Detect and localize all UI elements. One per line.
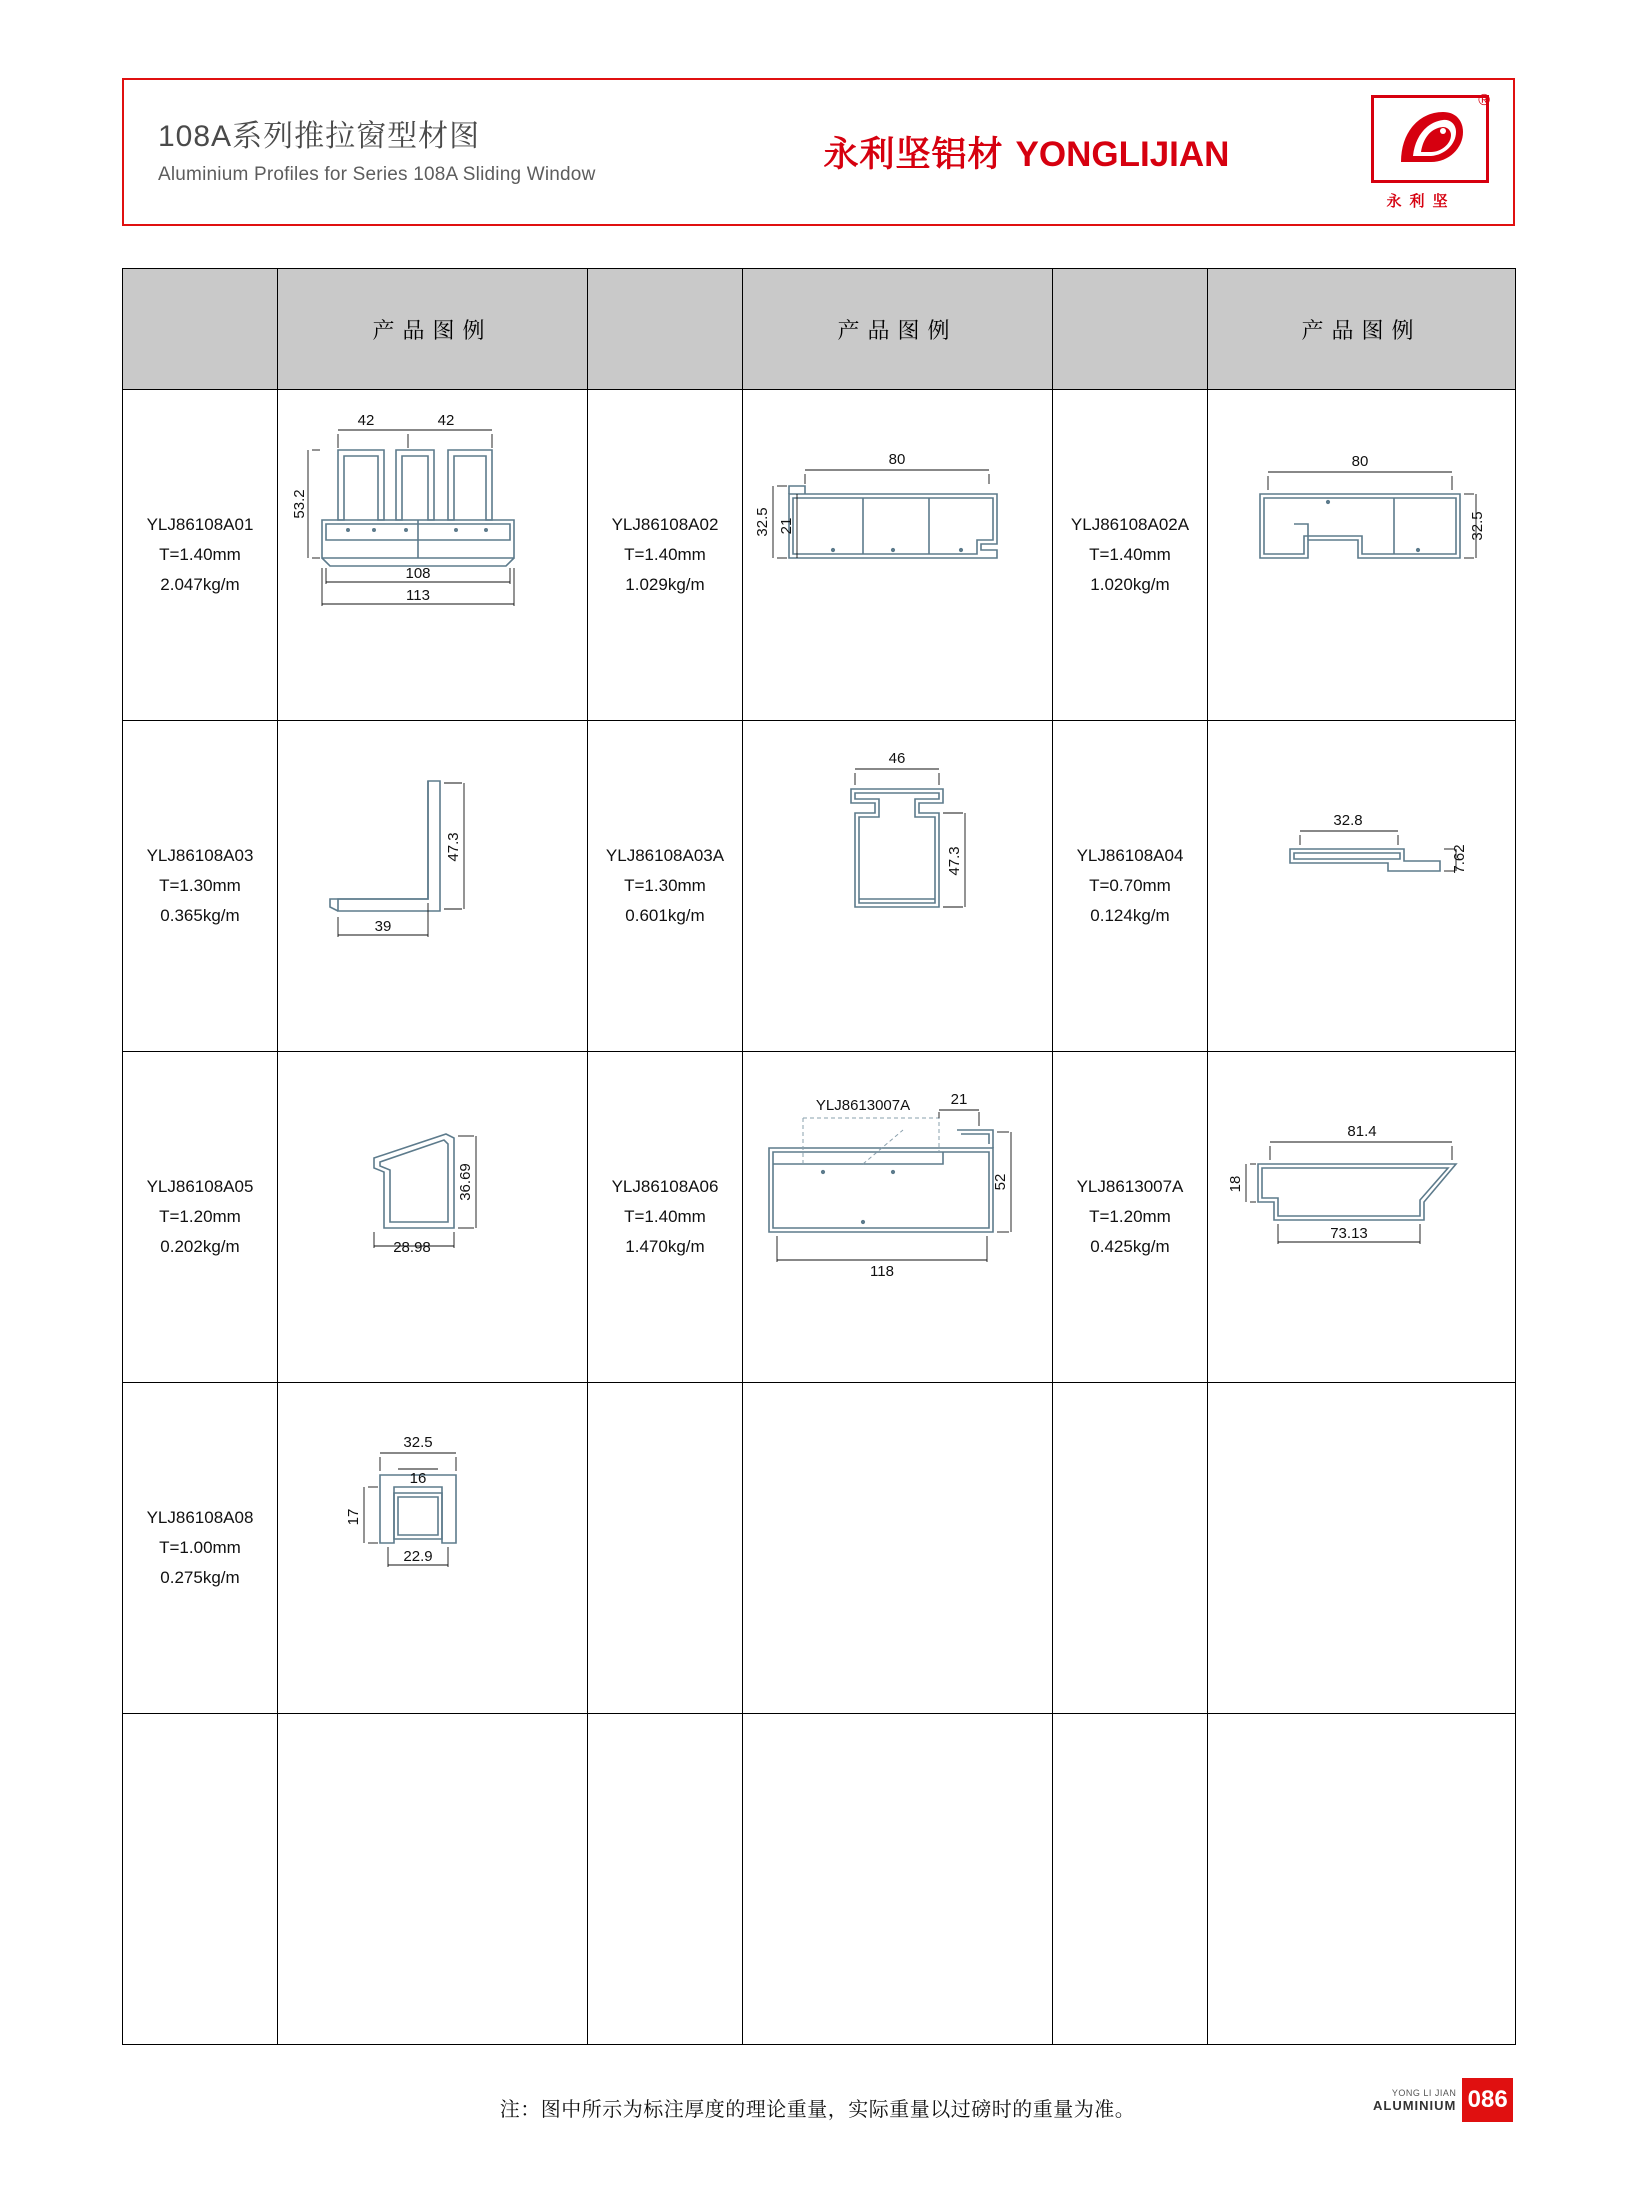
profile-figure-a01: [278, 390, 588, 721]
dim-16: 16: [409, 1470, 427, 1487]
profile-figure-empty: [743, 1714, 1053, 2045]
logo: [1335, 93, 1495, 211]
dim-52: 52: [992, 1173, 1009, 1191]
header-product-figure-3: 产品图例: [1208, 269, 1516, 390]
profile-label: [123, 1383, 278, 1714]
profile-label: [588, 1052, 743, 1383]
page-badge-text: [1373, 2078, 1462, 2122]
profile-code: YLJ86108A02A: [1070, 515, 1190, 535]
page-badge: [1373, 2078, 1513, 2122]
dim-80: 80: [1351, 453, 1369, 470]
profile-thickness: T=1.30mm: [159, 876, 241, 896]
profile-thickness: T=1.20mm: [1089, 1207, 1171, 1227]
profile-figure-empty: [1208, 1714, 1516, 2045]
footer-note: 注：图中所示为标注厚度的理论重量，实际重量以过磅时的重量为准。: [499, 2099, 1136, 2121]
profile-label: [1053, 721, 1208, 1052]
profile-thickness: T=1.20mm: [159, 1207, 241, 1227]
profile-figure-a03: [278, 721, 588, 1052]
profile-thickness: T=0.70mm: [1089, 876, 1171, 896]
dim-73-13: 73.13: [1330, 1225, 1368, 1242]
profile-label: [588, 721, 743, 1052]
profile-figure-a06: [743, 1052, 1053, 1383]
profile-figure-empty: [1208, 1383, 1516, 1714]
header-product-figure-2: 产品图例: [743, 269, 1053, 390]
profile-label-empty: [588, 1383, 743, 1714]
dim-108: 108: [405, 565, 431, 582]
dim-53-2: 53.2: [291, 489, 308, 519]
brand-name-en: YONGLIJIAN: [1015, 135, 1230, 174]
profile-label-empty: [588, 1714, 743, 2045]
header-blank-3: [1053, 269, 1208, 390]
profile-figure-a05: [278, 1052, 588, 1383]
profile-label-empty: [1053, 1714, 1208, 2045]
dim-32-5: 32.5: [1469, 511, 1486, 541]
table-header-row: [123, 269, 1516, 390]
header-titles: [124, 118, 718, 186]
dim-28-98: 28.98: [393, 1239, 431, 1256]
dim-18: 18: [1227, 1175, 1244, 1193]
header-blank-2: [588, 269, 743, 390]
brand-name: [718, 127, 1335, 177]
profile-figure-a08: [278, 1383, 588, 1714]
profile-weight: 1.029kg/m: [625, 574, 705, 594]
page-subtitle: Aluminium Profiles for Series 108A Sliding Window: [158, 163, 596, 185]
dim-32-5: 32.5: [754, 507, 771, 537]
dim-46: 46: [888, 750, 906, 767]
profile-label-empty: [1053, 1383, 1208, 1714]
profile-thickness: T=1.40mm: [624, 1207, 706, 1227]
profile-thickness: T=1.30mm: [624, 876, 706, 896]
dim-32-8: 32.8: [1333, 812, 1363, 829]
dim-21: 21: [778, 517, 795, 535]
profile-figure-a02a: [1208, 390, 1516, 721]
logo-label: 永利坚: [1386, 193, 1456, 210]
profile-label: [1053, 390, 1208, 721]
profile-label: [1053, 1052, 1208, 1383]
profile-label-empty: [123, 1714, 278, 2045]
profile-code: YLJ8613007A: [1076, 1177, 1184, 1197]
profile-figure-a02: [743, 390, 1053, 721]
page-number: 086: [1462, 2078, 1513, 2122]
profile-thickness: T=1.00mm: [159, 1538, 241, 1558]
profile-code: YLJ86108A03A: [605, 846, 725, 866]
logo-frame: [1371, 92, 1490, 210]
dim-42-b: 42: [437, 412, 455, 429]
profile-figure-empty: [278, 1714, 588, 2045]
brand-name-cn: 永利坚铝材: [823, 135, 1004, 174]
profile-thickness: T=1.40mm: [1089, 545, 1171, 565]
table-row: [123, 390, 1516, 721]
profile-figure-13007a: [1208, 1052, 1516, 1383]
profile-weight: 0.365kg/m: [160, 905, 240, 925]
dim-22-9: 22.9: [403, 1548, 433, 1565]
table-row: [123, 1714, 1516, 2045]
profile-thickness: T=1.40mm: [159, 545, 241, 565]
profile-code: YLJ86108A06: [611, 1177, 719, 1197]
dim-47-3: 47.3: [445, 832, 462, 862]
dim-81-4: 81.4: [1347, 1123, 1377, 1140]
profile-weight: 1.470kg/m: [625, 1236, 705, 1256]
badge-line-1: YONG LI JIAN: [1391, 2087, 1457, 2098]
table-row: [123, 1052, 1516, 1383]
dim-32-5: 32.5: [403, 1434, 433, 1451]
profile-label: [123, 721, 278, 1052]
page-header: [122, 78, 1515, 226]
profile-code: YLJ86108A03: [146, 846, 254, 866]
table-row: [123, 721, 1516, 1052]
profile-code: YLJ86108A04: [1076, 846, 1184, 866]
profile-weight: 0.275kg/m: [160, 1567, 240, 1587]
profile-code: YLJ86108A01: [146, 515, 254, 535]
profile-code: YLJ86108A08: [146, 1508, 254, 1528]
dim-42-a: 42: [357, 412, 375, 429]
profile-label: [588, 390, 743, 721]
dim-21: 21: [950, 1091, 968, 1108]
profile-label: [123, 390, 278, 721]
profile-weight: 0.425kg/m: [1090, 1236, 1170, 1256]
dim-39: 39: [374, 918, 392, 935]
dim-113: 113: [406, 587, 430, 604]
profile-code: YLJ86108A02: [611, 515, 719, 535]
profile-weight: 0.202kg/m: [160, 1236, 240, 1256]
dim-47-3: 47.3: [946, 846, 963, 876]
eagle-icon: [1393, 108, 1467, 170]
table-row: [123, 1383, 1516, 1714]
header-blank-1: [123, 269, 278, 390]
profiles-table: [122, 268, 1516, 2045]
dim-17: 17: [345, 1508, 362, 1526]
dim-80: 80: [888, 451, 906, 468]
profile-weight: 2.047kg/m: [160, 574, 240, 594]
profile-code: YLJ86108A05: [146, 1177, 254, 1197]
dim-36-69: 36.69: [457, 1163, 474, 1201]
dim-7-62: 7.62: [1451, 844, 1468, 874]
profile-weight: 0.124kg/m: [1090, 905, 1170, 925]
profile-weight: 0.601kg/m: [625, 905, 705, 925]
profile-figure-a03a: [743, 721, 1053, 1052]
profile-thickness: T=1.40mm: [624, 545, 706, 565]
dim-118: 118: [870, 1263, 894, 1280]
profile-label: [123, 1052, 278, 1383]
page-title: 108A系列推拉窗型材图: [158, 120, 481, 154]
dim-ref-code: YLJ8613007A: [815, 1097, 911, 1114]
profile-weight: 1.020kg/m: [1090, 574, 1170, 594]
badge-line-2: ALUMINIUM: [1373, 2097, 1457, 2113]
profile-figure-empty: [743, 1383, 1053, 1714]
profile-figure-a04: [1208, 721, 1516, 1052]
registered-trademark-icon: ®: [1478, 92, 1490, 109]
header-product-figure-1: 产品图例: [278, 269, 588, 390]
